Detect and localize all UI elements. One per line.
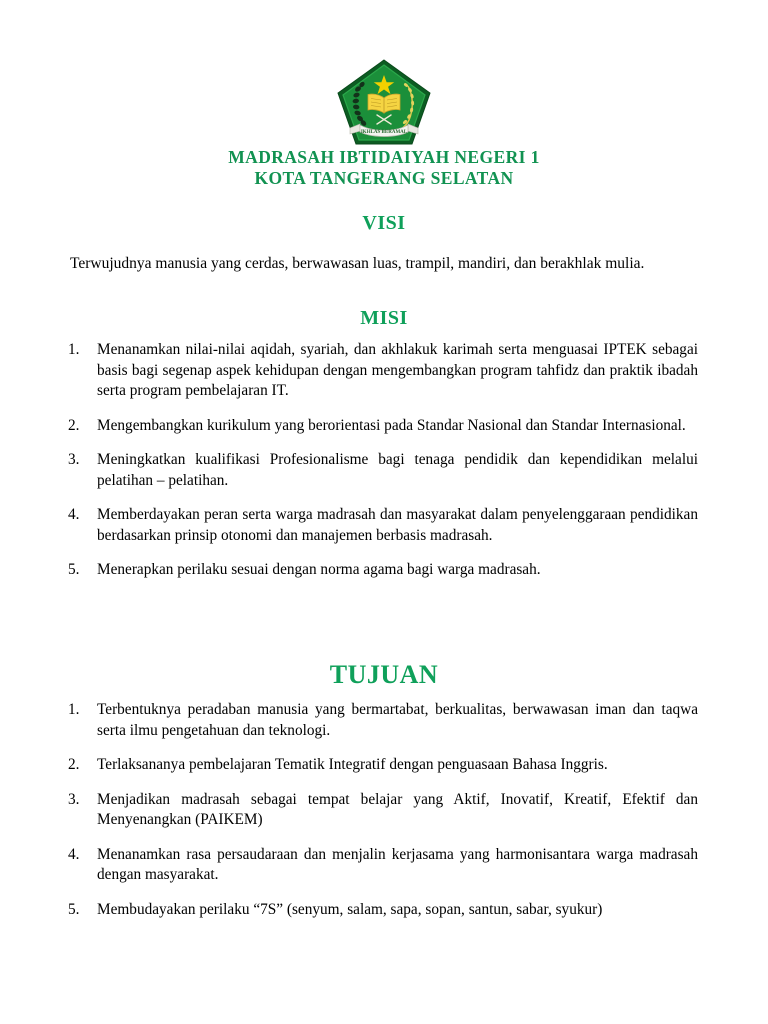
school-title-line-1: MADRASAH IBTIDAIYAH NEGERI 1: [228, 147, 540, 167]
list-item: [60, 700, 698, 741]
logo-container: [0, 58, 768, 146]
list-item-text: Mengembangkan kurikulum yang berorientasi pada Standar Nasional dan Standar Internasional.: [97, 416, 686, 434]
list-item-number: 5.: [68, 561, 80, 578]
list-item-number: 4.: [68, 845, 80, 863]
list-item-text: Terlaksananya pembelajaran Tematik Integratif dengan penguasaan Bahasa Inggris.: [97, 756, 608, 773]
visi-paragraph: Terwujudnya manusia yang cerdas, berwawasan luas, trampil, mandiri, dan berakhlak mulia.: [70, 255, 645, 272]
list-item-text: Menanamkan nilai-nilai aqidah, syariah, dan akhlakuk karimah serta menguasai IPTEK sebagai basis bagi segenap aspek kehidupan dengan mengembangkan program tahfidz dan praktik ibadah serta program pembelajaran IT.: [97, 341, 698, 399]
list-item-number: 1.: [68, 341, 80, 358]
list-item: [60, 900, 698, 921]
list-item-text: Menjadikan madrasah sebagai tempat belajar yang Aktif, Inovatif, Kreatif, Efektif dan Menyenangkan (PAIKEM): [97, 790, 698, 828]
list-item: [60, 845, 698, 886]
heading-misi: MISI: [360, 307, 408, 329]
tujuan-list: [60, 700, 698, 920]
list-item-text: Membudayakan perilaku “7S” (senyum, salam, sapa, sopan, santun, sabar, syukur): [97, 900, 603, 918]
list-item: [60, 790, 698, 831]
kemenag-logo: [336, 58, 432, 146]
list-item-text: Memberdayakan peran serta warga madrasah dan masyarakat dalam penyelenggaraan pendidikan berdasarkan prinsip otonomi dan manajemen berbasis madrasah.: [97, 506, 698, 544]
heading-tujuan: TUJUAN: [329, 660, 439, 689]
list-item-text: Meningkatkan kualifikasi Profesionalisme bagi tenaga pendidik dan kependidikan melalui pelatihan – pelatihan.: [97, 451, 698, 489]
list-item: [60, 560, 698, 581]
list-item-text: Terbentuknya peradaban manusia yang bermartabat, berkualitas, berwawasan iman dan taqwa serta ilmu pengetahuan dan teknologi.: [97, 701, 698, 739]
list-item-number: 1.: [68, 701, 80, 718]
list-item-text: Menanamkan rasa persaudaraan dan menjalin kerjasama yang harmonisantara warga madrasah dengan masyarakat.: [97, 845, 698, 883]
heading-visi: VISI: [362, 212, 406, 234]
list-item-number: 3.: [68, 790, 80, 808]
list-item-number: 2.: [68, 756, 80, 773]
list-item: [60, 416, 698, 437]
list-item-number: 5.: [68, 900, 80, 918]
list-item: [60, 505, 698, 546]
list-item-text: Menerapkan perilaku sesuai dengan norma agama bagi warga madrasah.: [97, 561, 541, 578]
list-item: [60, 755, 698, 776]
misi-list: [60, 340, 698, 581]
svg-text:IKHLAS BERAMAL: IKHLAS BERAMAL: [360, 130, 408, 135]
school-title-line-2: KOTA TANGERANG SELATAN: [254, 168, 514, 188]
list-item-number: 3.: [68, 451, 80, 468]
school-title: [0, 147, 768, 189]
list-item-number: 2.: [68, 416, 80, 434]
list-item-number: 4.: [68, 506, 80, 523]
list-item: [60, 340, 698, 402]
list-item: [60, 450, 698, 491]
